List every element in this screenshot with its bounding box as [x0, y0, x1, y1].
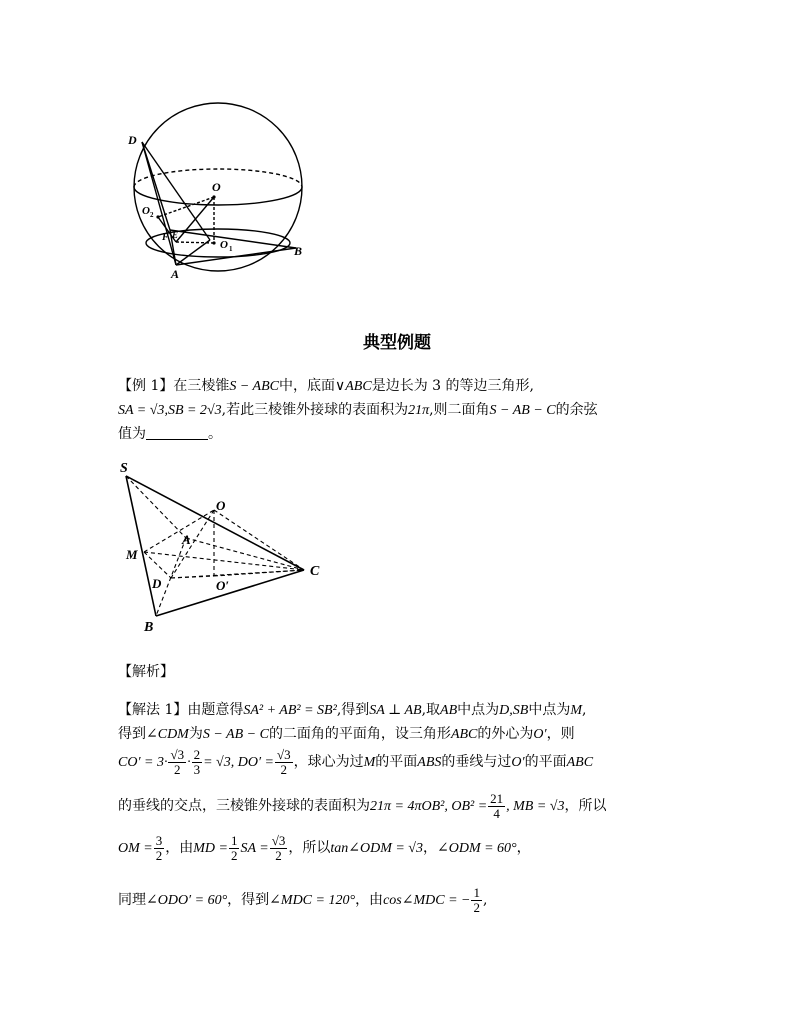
label-E: E [172, 230, 179, 240]
solution-text: 【解法 1】由题意得 [118, 702, 244, 718]
math: SA = [240, 841, 269, 856]
math-sa: SA = [118, 403, 150, 418]
label-C: C [310, 564, 320, 579]
math: ∠MDC = 120° [269, 893, 356, 908]
math-sb: ,SB = 2 [164, 403, 207, 418]
math-21pi: 21π [408, 403, 430, 418]
solution-text: ,得到 [336, 702, 370, 718]
label-S: S [120, 461, 128, 476]
math: CO′ = 3· [118, 755, 168, 770]
fraction [270, 834, 288, 863]
solution-line-6 [118, 884, 678, 917]
solution-text: ，得到 [227, 892, 270, 908]
frac-num: 1 [473, 884, 480, 900]
frac-den: 2 [230, 847, 238, 863]
example-text: ,则二面角 [429, 402, 490, 418]
math: · [187, 755, 191, 770]
math: AB [440, 703, 458, 718]
analysis-label: 【解析】 [118, 664, 174, 680]
solution-text: 中点为 [457, 702, 500, 718]
math: ∠ODM = 60° [437, 841, 517, 856]
fraction [229, 834, 240, 863]
label-O2: O [142, 205, 150, 217]
solution-text: 中点为 [528, 702, 571, 718]
frac-den: 4 [493, 805, 500, 821]
frac-num: √3 [170, 746, 185, 762]
fraction [488, 792, 505, 821]
solution-text: 得到 [118, 726, 146, 742]
example-text: 的余弦 [555, 402, 598, 418]
example-text: 值为 [118, 426, 146, 442]
label-O1: O [220, 239, 228, 251]
solution-text: ， [423, 840, 437, 856]
math: SA ⊥ AB [369, 703, 422, 718]
frac-num: 2 [193, 746, 201, 762]
solution-line-1 [118, 698, 678, 723]
fraction [168, 748, 186, 777]
solution-text: , [482, 892, 488, 908]
math: O′ [533, 727, 547, 742]
label-O-prime: O′ [216, 578, 230, 593]
math: , MB = √3 [506, 799, 565, 814]
solution-text: 的垂线的交点，三棱锥外接球的表面积为 [118, 798, 370, 814]
example-text: ,若此三棱锥外接球的表面积为 [221, 402, 409, 418]
math: M [570, 703, 582, 718]
frac-num: √3 [271, 832, 286, 848]
example-1-line-1 [118, 374, 678, 399]
frac-den: 2 [473, 899, 480, 915]
solution-text: ，由 [355, 892, 384, 908]
math: 21π = 4πOB², OB² = [370, 799, 488, 814]
label-F: F [162, 232, 169, 243]
example-text: 。 [208, 426, 222, 442]
math: O′ [511, 755, 525, 770]
label-A: A [171, 267, 180, 281]
math: ∠ODO′ = 60° [146, 893, 228, 908]
label-B: B [294, 244, 303, 258]
label-M: M [126, 547, 138, 562]
example-text: 是边长为 3 的等边三角形, [371, 378, 534, 394]
math: OM = [118, 841, 153, 856]
solution-text: , [582, 702, 587, 718]
math: D,SB [499, 703, 529, 718]
solution-text: ，由 [165, 840, 194, 856]
math-sabc: S − ABC [229, 379, 279, 394]
example-lead: 【例 1】在三棱锥 [118, 378, 230, 394]
solution-line-2 [118, 722, 678, 747]
math-triangle: ∨ABC [335, 379, 372, 394]
frac-num: √3 [276, 746, 291, 762]
example-1-line-3 [118, 422, 678, 446]
solution-line-4 [118, 790, 678, 823]
section-title: 典型例题 [363, 333, 431, 353]
solution-text: ，所以 [288, 840, 331, 856]
solution-text: ，所以 [564, 798, 607, 814]
answer-blank [146, 425, 208, 440]
solution-text: ，则 [546, 726, 575, 742]
solution-text: 为 [188, 726, 203, 742]
math-sqrt3: √3 [206, 403, 222, 418]
solution-text: 的外心为 [477, 726, 534, 742]
label-D: D [152, 576, 162, 591]
solution-text: 同理 [118, 892, 146, 908]
solution-text: ， [516, 840, 531, 856]
math: tan∠ODM = √3 [330, 841, 423, 856]
frac-den: 2 [280, 761, 288, 777]
frac-den: 2 [275, 847, 282, 863]
fraction [192, 748, 203, 777]
math: = √3, DO′ = [203, 755, 274, 770]
frac-num: 21 [490, 790, 504, 806]
sphere-figure [118, 100, 318, 290]
pyramid-figure [116, 458, 326, 638]
label-O: O [212, 180, 221, 194]
label-A: A [182, 532, 191, 547]
math: SA² + AB² = SB² [243, 703, 337, 718]
solution-text: ,取 [421, 702, 441, 718]
label-B: B [144, 620, 154, 635]
example-text: 中，底面 [279, 378, 335, 394]
frac-num: 3 [155, 832, 163, 848]
frac-den: 2 [174, 761, 181, 777]
frac-den: 3 [193, 761, 201, 777]
math: ∠CDM [146, 727, 189, 742]
label-D: D [128, 133, 137, 147]
example-1-line-2 [118, 398, 678, 423]
math-sqrt3: √3 [149, 403, 165, 418]
math: MD = [193, 841, 228, 856]
math: S − AB − C [202, 727, 269, 742]
solution-text: 的二面角的平面角，设三角形 [268, 726, 451, 742]
math: ABS [417, 755, 442, 770]
fraction [154, 834, 165, 863]
label-O: O [216, 498, 226, 513]
frac-den: 2 [155, 847, 163, 863]
solution-text: 的平面 [524, 754, 567, 770]
math: M [363, 755, 376, 770]
fraction [275, 748, 293, 777]
fraction [471, 886, 482, 915]
solution-line-3 [118, 746, 678, 779]
frac-num: 1 [230, 832, 238, 848]
label-O1-sub: 1 [229, 245, 233, 253]
solution-text: 的垂线与过 [441, 754, 512, 770]
solution-text: 的平面 [375, 754, 418, 770]
math-dihedral: S − AB − C [489, 403, 556, 418]
math: cos∠MDC = − [383, 893, 471, 908]
math: ABC [566, 755, 594, 770]
solution-text: ，球心为过 [293, 754, 364, 770]
solution-line-5 [118, 832, 678, 865]
math: ABC [450, 727, 478, 742]
label-O2-sub: 2 [150, 211, 154, 219]
